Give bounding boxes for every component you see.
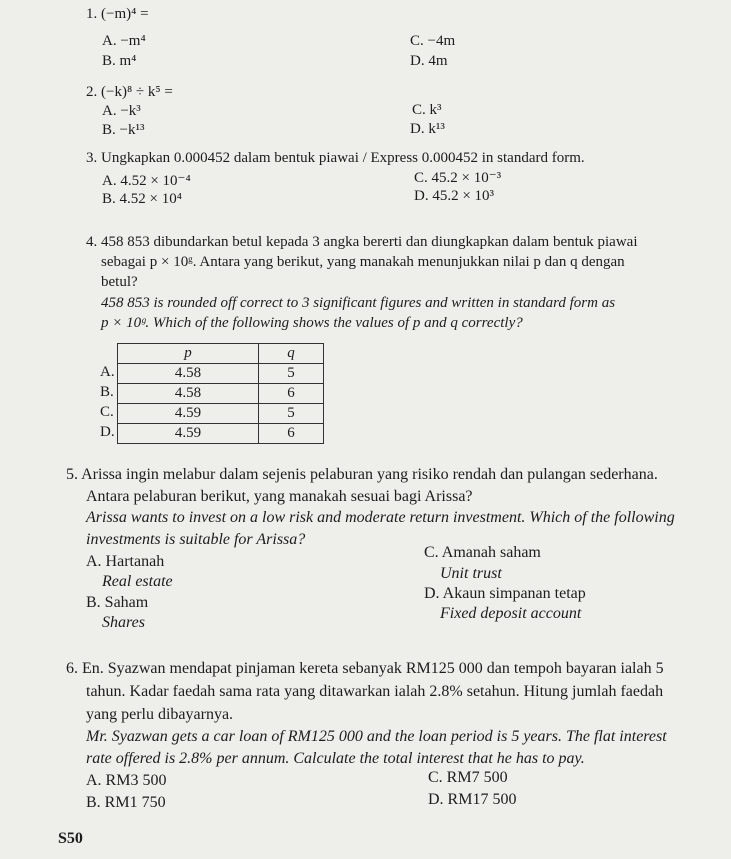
q6-option-b: B. RM1 750 bbox=[86, 794, 166, 811]
q5-line-3: Arissa wants to invest on a low risk and moderate return investment. Which of the following bbox=[86, 509, 675, 526]
q1-option-d: D. 4m bbox=[410, 53, 448, 69]
q5-option-b-en: Shares bbox=[102, 614, 145, 631]
q5-option-c-en: Unit trust bbox=[440, 565, 502, 582]
q2-stem: 2. (−k)⁸ ÷ k⁵ = bbox=[86, 84, 173, 100]
q5-line-4: investments is suitable for Arissa? bbox=[86, 531, 306, 548]
q3-option-b: B. 4.52 × 10⁴ bbox=[102, 191, 182, 207]
q5-option-c: C. Amanah saham bbox=[424, 544, 541, 561]
q3-option-a: A. 4.52 × 10⁻⁴ bbox=[102, 173, 191, 189]
q4-line-1: 4. 458 853 dibundarkan betul kepada 3 angka bererti dan diungkapkan dalam bentuk piawai bbox=[86, 234, 638, 250]
q6-line-1: 6. En. Syazwan mendapat pinjaman kereta sebanyak RM125 000 dan tempoh bayaran ialah 5 bbox=[66, 660, 664, 677]
q4-line-4: 458 853 is rounded off correct to 3 significant figures and written in standard form as bbox=[101, 295, 616, 311]
q6-line-5: rate offered is 2.8% per annum. Calculate the total interest that he has to pay. bbox=[86, 750, 585, 767]
q3-stem: 3. Ungkapkan 0.000452 dalam bentuk piawai / Express 0.000452 in standard form. bbox=[86, 150, 585, 166]
header-q: q bbox=[259, 344, 324, 364]
q6-option-d: D. RM17 500 bbox=[428, 791, 517, 808]
q1-option-c: C. −4m bbox=[410, 33, 456, 49]
q2-option-d: D. k¹³ bbox=[410, 121, 445, 137]
q2-option-c: C. k³ bbox=[412, 102, 442, 118]
q5-line-2: Antara pelaburan berikut, yang manakah sesuai bagi Arissa? bbox=[86, 488, 473, 505]
q5-option-d-en: Fixed deposit account bbox=[440, 605, 582, 622]
q6-option-a: A. RM3 500 bbox=[86, 772, 167, 789]
q4-pq-table bbox=[117, 343, 324, 444]
q2-option-b: B. −k¹³ bbox=[102, 122, 145, 138]
cell-p: 4.59 bbox=[118, 404, 259, 424]
table-row bbox=[118, 384, 324, 404]
q5-option-a: A. Hartanah bbox=[86, 553, 165, 570]
q5-option-d: D. Akaun simpanan tetap bbox=[424, 585, 586, 602]
q4-row-label-d: D. bbox=[100, 424, 115, 440]
q4-line-2: sebagai p × 10ᵍ. Antara yang berikut, yang manakah menunjukkan nilai p dan q dengan bbox=[101, 254, 625, 270]
q1-option-a: A. −m⁴ bbox=[102, 33, 146, 49]
header-p: p bbox=[118, 344, 259, 364]
q6-line-2: tahun. Kadar faedah sama rata yang ditawarkan ialah 2.8% setahun. Hitung jumlah faedah bbox=[86, 683, 664, 700]
q5-option-a-en: Real estate bbox=[102, 573, 173, 590]
q4-row-label-a: A. bbox=[100, 364, 115, 380]
cell-p: 4.59 bbox=[118, 424, 259, 444]
q6-line-3: yang perlu dibayarnya. bbox=[86, 706, 234, 723]
cell-p: 4.58 bbox=[118, 364, 259, 384]
q5-option-b: B. Saham bbox=[86, 594, 149, 611]
q2-option-a: A. −k³ bbox=[102, 103, 141, 119]
cell-q: 5 bbox=[259, 364, 324, 384]
q6-option-c: C. RM7 500 bbox=[428, 769, 508, 786]
cell-q: 6 bbox=[259, 384, 324, 404]
cell-q: 5 bbox=[259, 404, 324, 424]
q5-line-1: 5. Arissa ingin melabur dalam sejenis pelaburan yang risiko rendah dan pulangan sederhana. bbox=[66, 466, 658, 483]
page-code: S50 bbox=[58, 830, 83, 847]
table-row bbox=[118, 364, 324, 384]
cell-p: 4.58 bbox=[118, 384, 259, 404]
q1-stem: 1. (−m)⁴ = bbox=[86, 6, 149, 22]
table-row bbox=[118, 404, 324, 424]
q4-row-label-b: B. bbox=[100, 384, 114, 400]
table-row bbox=[118, 424, 324, 444]
q4-line-5: p × 10ᵍ. Which of the following shows the values of p and q correctly? bbox=[101, 315, 523, 331]
q4-line-3: betul? bbox=[101, 274, 138, 290]
q3-option-d: D. 45.2 × 10³ bbox=[414, 188, 495, 204]
table-header-row bbox=[118, 344, 324, 364]
q1-option-b: B. m⁴ bbox=[102, 53, 137, 69]
cell-q: 6 bbox=[259, 424, 324, 444]
q3-option-c: C. 45.2 × 10⁻³ bbox=[414, 170, 502, 186]
q6-line-4: Mr. Syazwan gets a car loan of RM125 000 and the loan period is 5 years. The flat interest bbox=[86, 728, 667, 745]
q4-row-label-c: C. bbox=[100, 404, 114, 420]
